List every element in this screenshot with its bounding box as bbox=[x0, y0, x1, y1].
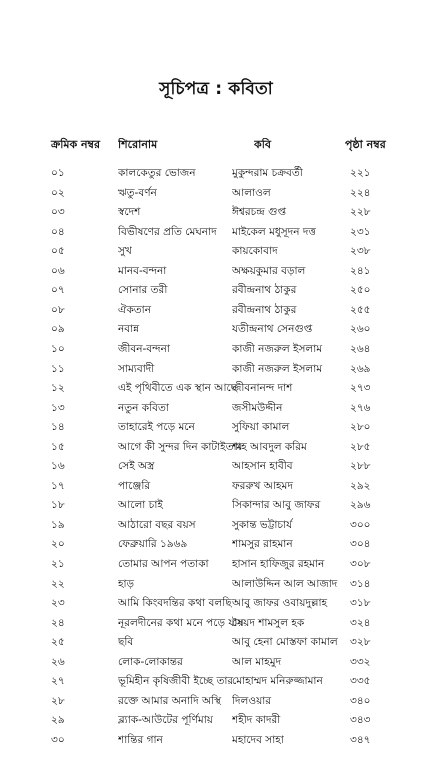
row-page: ২৭৩ bbox=[350, 382, 371, 395]
row-page: ৩৪৩ bbox=[350, 714, 371, 727]
row-title: রক্তে আমার অনাদি অস্থি bbox=[118, 694, 222, 707]
row-serial: ০১ bbox=[51, 167, 65, 179]
row-serial: ১৩ bbox=[51, 401, 65, 414]
row-serial: ২৮ bbox=[51, 694, 65, 707]
header-title: শিরোনাম bbox=[118, 138, 158, 151]
row-poet: আবু জাফর ওবায়দুল্লাহ bbox=[232, 597, 328, 610]
row-poet: হাসান হাফিজুর রহমান bbox=[232, 558, 325, 570]
row-poet: শহীদ কাদরী bbox=[232, 714, 281, 727]
row-poet: সৈয়দ শামসুল হক bbox=[232, 616, 305, 629]
row-page: ২২৮ bbox=[350, 206, 371, 219]
header-page: পৃষ্ঠা নম্বর bbox=[345, 138, 386, 151]
row-title: সোনার তরী bbox=[118, 284, 168, 297]
row-title: শান্তির গান bbox=[118, 733, 163, 746]
row-serial: ১৫ bbox=[51, 440, 65, 453]
header-serial: ক্রমিক নম্বর bbox=[51, 138, 101, 151]
page-title: সূচিপত্র : কবিতা bbox=[159, 79, 273, 99]
row-poet: আল মাহমুদ bbox=[232, 655, 282, 668]
row-serial: ২১ bbox=[51, 558, 65, 570]
row-page: ৩৩২ bbox=[350, 655, 371, 668]
row-page: ৩২৮ bbox=[350, 636, 371, 649]
row-serial: ০৮ bbox=[51, 303, 65, 316]
row-serial: ০৬ bbox=[51, 264, 65, 277]
row-page: ২৮০ bbox=[350, 421, 371, 434]
row-poet: দিলওয়ার bbox=[232, 694, 272, 707]
row-page: ২৩৮ bbox=[350, 245, 371, 258]
row-poet: সুফিয়া কামাল bbox=[232, 421, 290, 434]
row-title: ছবি bbox=[118, 636, 134, 649]
row-serial: ১১ bbox=[51, 362, 65, 375]
row-serial: ২৩ bbox=[51, 597, 65, 610]
row-title: নবান্ন bbox=[118, 323, 140, 336]
row-serial: ১৯ bbox=[51, 518, 65, 531]
row-title: তোমার আপন পতাকা bbox=[118, 558, 209, 570]
row-page: ২৮৫ bbox=[350, 440, 371, 453]
row-serial: ২৪ bbox=[51, 616, 65, 629]
row-poet: জীবনানন্দ দাশ bbox=[232, 382, 293, 395]
row-poet: মহাদেব সাহা bbox=[232, 733, 284, 746]
row-poet: যতীন্দ্রনাথ সেনগুপ্ত bbox=[232, 323, 313, 336]
row-poet: শামসুর রাহমান bbox=[232, 538, 293, 551]
row-page: ৩০৪ bbox=[350, 538, 371, 551]
row-poet: সিকান্দার আবু জাফর bbox=[232, 499, 321, 512]
row-serial: ০৯ bbox=[51, 323, 65, 336]
row-poet: মোহাম্মদ মনিরুজ্জামান bbox=[232, 675, 323, 688]
row-poet: আলাওল bbox=[232, 186, 271, 199]
row-serial: ১৮ bbox=[51, 499, 65, 512]
row-page: ২৫০ bbox=[350, 284, 371, 297]
row-serial: ২৯ bbox=[51, 714, 65, 727]
row-poet: জসীমউদ্দীন bbox=[232, 401, 283, 414]
row-page: ৩৩৫ bbox=[350, 675, 371, 688]
row-title: পাঞ্জেরি bbox=[118, 479, 151, 492]
row-poet: কাজী নজরুল ইসলাম bbox=[232, 362, 323, 375]
row-page: ২৫৫ bbox=[350, 303, 371, 316]
row-serial: ২২ bbox=[51, 577, 65, 590]
row-title: সাম্যবাদী bbox=[118, 362, 155, 375]
row-page: ২৮৮ bbox=[350, 460, 371, 473]
row-title: সেই অস্ত্র bbox=[118, 460, 155, 473]
row-title: জীবন-বন্দনা bbox=[118, 342, 170, 355]
row-title: আঠারো বছর বয়স bbox=[118, 518, 196, 531]
row-page: ২৯২ bbox=[350, 479, 371, 492]
row-serial: ০৪ bbox=[51, 225, 65, 238]
row-page: ৩২৪ bbox=[350, 616, 371, 629]
row-poet: শাহ আবদুল করিম bbox=[232, 440, 307, 453]
row-poet: কায়কোবাদ bbox=[232, 245, 278, 258]
row-poet: মুকুন্দরাম চক্রবর্তী bbox=[232, 167, 303, 179]
row-page: ২৬০ bbox=[350, 323, 371, 336]
row-poet: মাইকেল মধুসূদন দত্ত bbox=[232, 225, 316, 238]
row-page: ৩১৪ bbox=[350, 577, 371, 590]
row-title: মানব-বন্দনা bbox=[118, 264, 167, 277]
row-poet: অক্ষয়কুমার বড়াল bbox=[232, 264, 306, 277]
row-page: ২৬৪ bbox=[350, 342, 371, 355]
row-poet: ফররুখ আহমদ bbox=[232, 479, 293, 492]
row-page: ২২৪ bbox=[350, 186, 371, 199]
row-page: ২৭৬ bbox=[350, 401, 371, 414]
row-serial: ০২ bbox=[51, 186, 65, 199]
row-title: নতুন কবিতা bbox=[118, 401, 169, 414]
row-serial: ০৩ bbox=[51, 206, 65, 219]
row-title: নূরলদীনের কথা মনে পড়ে যায় bbox=[118, 616, 244, 629]
row-serial: ১৭ bbox=[51, 479, 65, 492]
row-poet: আহসান হাবীব bbox=[232, 460, 293, 473]
row-page: ২৯৬ bbox=[350, 499, 371, 512]
row-poet: কাজী নজরুল ইসলাম bbox=[232, 342, 323, 355]
row-poet: আলাউদ্দিন আল আজাদ bbox=[232, 577, 338, 590]
row-serial: ১০ bbox=[51, 342, 65, 355]
row-serial: ১২ bbox=[51, 382, 65, 395]
row-serial: ০৫ bbox=[51, 245, 65, 258]
row-poet: রবীন্দ্রনাথ ঠাকুর bbox=[232, 303, 297, 316]
row-title: লোক-লোকান্তর bbox=[118, 655, 183, 668]
row-poet: ঈশ্বরচন্দ্র গুপ্ত bbox=[232, 206, 287, 219]
row-title: ঋতু-বর্ণন bbox=[118, 186, 157, 199]
row-title: আমি কিংবদন্তির কথা বলছি bbox=[118, 597, 232, 610]
row-title: ফেব্রুয়ারি ১৯৬৯ bbox=[118, 538, 188, 551]
row-title: এই পৃথিবীতে এক স্থান আছে bbox=[118, 382, 238, 395]
row-title: আলো চাই bbox=[118, 499, 163, 512]
row-serial: ৩০ bbox=[51, 733, 65, 746]
row-title: আগে কী সুন্দর দিন কাটাইতাম bbox=[118, 440, 243, 453]
row-page: ২৩১ bbox=[350, 225, 371, 238]
row-serial: ১৪ bbox=[51, 421, 65, 434]
row-serial: ২০ bbox=[51, 538, 65, 551]
row-title: স্বদেশ bbox=[118, 206, 141, 219]
row-serial: ০৭ bbox=[51, 284, 65, 297]
row-serial: ২৬ bbox=[51, 655, 65, 668]
row-page: ২২১ bbox=[350, 167, 371, 179]
row-page: ৩৪০ bbox=[350, 694, 371, 707]
row-poet: রবীন্দ্রনাথ ঠাকুর bbox=[232, 284, 297, 297]
row-poet: সুকান্ত ভট্টাচার্য bbox=[232, 518, 293, 531]
row-page: ২৬৯ bbox=[350, 362, 371, 375]
row-page: ৩১৮ bbox=[350, 597, 371, 610]
row-title: ভূমিহীন কৃষিজীবী ইচ্ছে তার bbox=[118, 675, 234, 688]
row-page: ৩৪৭ bbox=[350, 733, 371, 746]
row-title: কালকেতুর ভোজন bbox=[118, 167, 196, 179]
row-serial: ১৬ bbox=[51, 460, 65, 473]
header-poet: কবি bbox=[254, 138, 271, 151]
row-title: ঐকতান bbox=[118, 303, 151, 316]
row-page: ৩০০ bbox=[350, 518, 371, 531]
row-title: বিভীষণের প্রতি মেঘনাদ bbox=[118, 225, 217, 238]
row-title: সুখ bbox=[118, 245, 132, 258]
row-page: ৩০৮ bbox=[350, 558, 371, 570]
row-poet: আবু হেনা মোস্তফা কামাল bbox=[232, 636, 338, 649]
row-page: ২৪১ bbox=[350, 264, 371, 277]
row-title: তাহারেই পড়ে মনে bbox=[118, 421, 195, 434]
row-serial: ২৫ bbox=[51, 636, 65, 649]
row-title: হাড় bbox=[118, 577, 135, 590]
row-serial: ২৭ bbox=[51, 675, 65, 688]
row-title: ব্ল্যাক-আউটের পূর্ণিমায় bbox=[118, 714, 213, 727]
